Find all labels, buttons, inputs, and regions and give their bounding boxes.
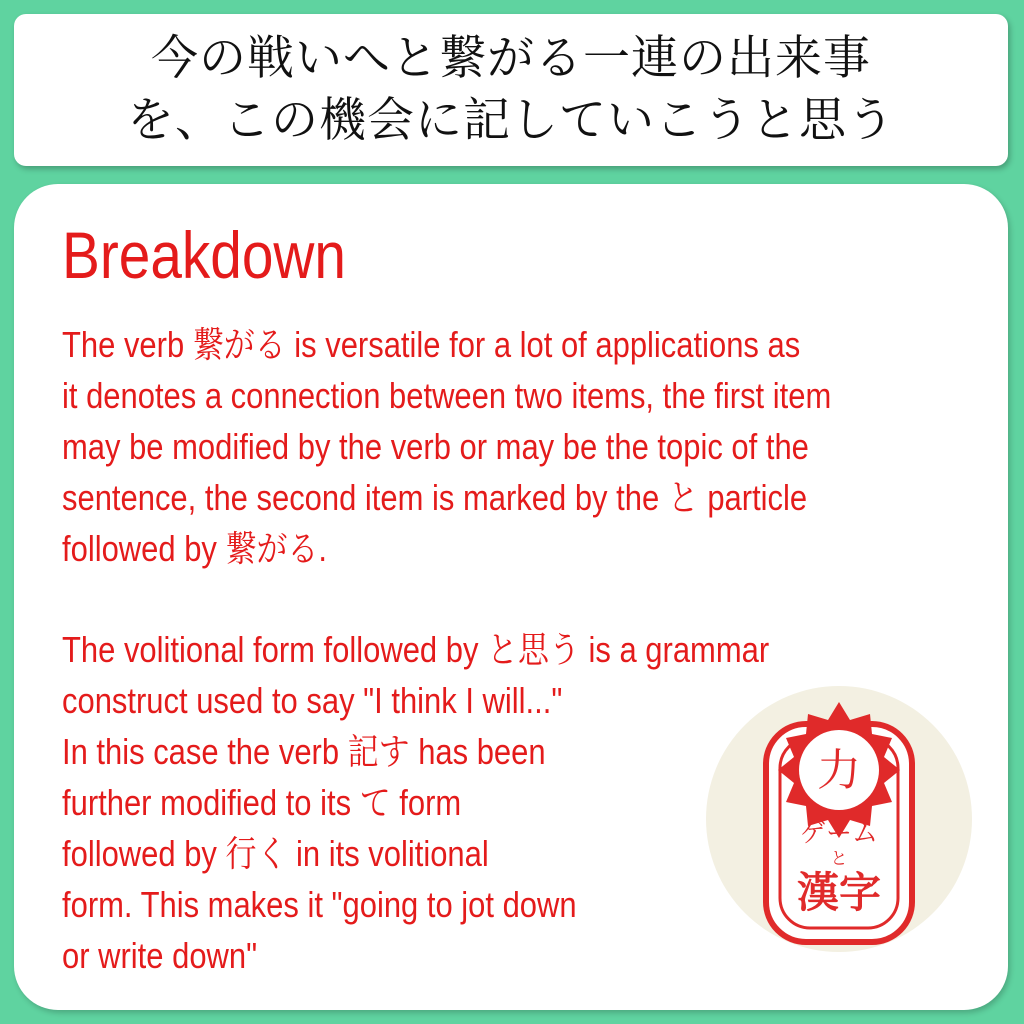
logo-text-kanji: 漢字 xyxy=(796,868,882,917)
paragraph-line: In this case the verb 記す has been xyxy=(62,731,546,772)
paragraph-line: The verb 繋がる is versatile for a lot of applications as xyxy=(62,324,801,365)
paragraph-tsunagaru xyxy=(62,319,831,574)
logo-text-to: と xyxy=(830,849,848,869)
title-line-2: を、この機会に記していこうと思う xyxy=(127,93,895,148)
paragraph-line: The volitional form followed by と思う is a grammar xyxy=(62,629,770,670)
paragraph-line: followed by 行く in its volitional xyxy=(62,833,489,874)
title-line-1: 今の戦いへと繋がる一連の出来事 xyxy=(151,31,871,86)
explanation-card xyxy=(14,184,1008,1010)
breakdown-heading: Breakdown xyxy=(62,218,346,292)
paragraph-line: or write down" xyxy=(62,935,258,976)
title-card xyxy=(14,14,1008,166)
paragraph-volitional xyxy=(62,624,769,981)
game-to-kanji-logo xyxy=(704,684,974,954)
paragraph-line: followed by 繋がる. xyxy=(62,528,327,569)
paragraph-line: further modified to its て form xyxy=(62,782,462,823)
paragraph-line: may be modified by the verb or may be the topic of the xyxy=(62,426,809,467)
paragraph-line: sentence, the second item is marked by the と particle xyxy=(62,477,808,518)
logo-badge-char: 力 xyxy=(817,745,861,796)
paragraph-line: form. This makes it "going to jot down xyxy=(62,884,577,925)
paragraph-line: construct used to say "I think I will..." xyxy=(62,680,563,721)
paragraph-line: it denotes a connection between two items, the first item xyxy=(62,375,832,416)
logo-text-game: ゲーム xyxy=(799,819,879,849)
